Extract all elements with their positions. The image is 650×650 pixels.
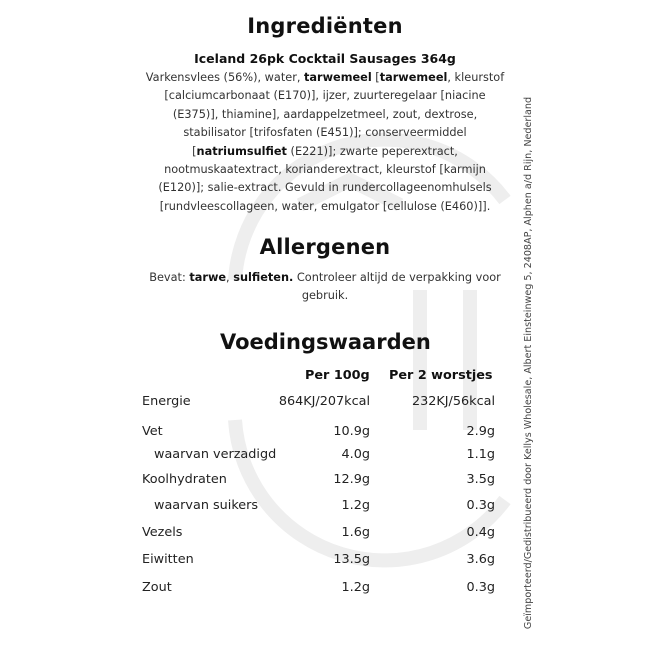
- nutrient-label: waarvan suikers: [154, 498, 259, 513]
- nutrition-row: [0, 525, 650, 545]
- ingredients-text: [140, 69, 510, 216]
- column-header-per-100g: Per 100g: [305, 368, 370, 383]
- value-per-100g: 12.9g: [333, 472, 370, 487]
- value-per-2-sausages: 0.3g: [466, 498, 495, 513]
- nutrient-label: Koolhydraten: [142, 472, 227, 487]
- text-segment: Varkensvlees (56%), water,: [145, 71, 305, 84]
- value-per-100g: 1.2g: [341, 580, 370, 595]
- bold-allergen-text: sulfieten.: [233, 271, 294, 284]
- text-segment: (E221)]; zwarte peperextract, nootmuskaatextract, korianderextract, kleurstof [karmijn (E120)]; salie-extract. Gevuld in rundercollageenomhulsels [rundvleescollageen, water, emulgator [cellulose (E460)]].: [158, 144, 492, 213]
- allergens-heading: Allergenen: [259, 235, 391, 259]
- nutrition-row: [0, 447, 650, 467]
- nutrient-label: Vezels: [142, 525, 183, 540]
- importer-note: [521, 83, 537, 643]
- nutrient-label: waarvan verzadigd: [154, 447, 277, 462]
- bold-allergen-text: tarwemeel: [304, 71, 372, 84]
- text-segment: Controleer altijd de verpakking voor gebruik.: [293, 271, 501, 303]
- value-per-2-sausages: 1.1g: [466, 447, 495, 462]
- nutrition-row: [0, 580, 650, 600]
- nutrition-heading: Voedingswaarden: [220, 330, 431, 354]
- value-per-100g: 13.5g: [333, 552, 370, 567]
- column-header-per-2-sausages: Per 2 worstjes: [389, 368, 493, 383]
- nutrition-row: [0, 498, 650, 518]
- value-per-100g: 1.6g: [341, 525, 370, 540]
- value-per-2-sausages: 3.5g: [466, 472, 495, 487]
- product-name: Iceland 26pk Cocktail Sausages 364g: [194, 51, 456, 66]
- value-per-2-sausages: 0.3g: [466, 580, 495, 595]
- nutrition-row: [0, 424, 650, 444]
- text-segment: Bevat:: [149, 271, 190, 284]
- value-per-2-sausages: 2.9g: [466, 424, 495, 439]
- value-per-100g: 4.0g: [341, 447, 370, 462]
- importer-note-text: Geïmporteerd/Gedistribueerd door Kellys Wholesale, Albert Einsteinweg 5, 2408AP, Alphen a/d Rijn, Nederland: [523, 96, 534, 630]
- text-segment: ,: [226, 271, 234, 284]
- text-segment: [: [371, 71, 380, 84]
- nutrition-row: [0, 472, 650, 492]
- value-per-100g: 864KJ/207kcal: [278, 394, 370, 409]
- value-per-2-sausages: 3.6g: [466, 552, 495, 567]
- nutrition-row: [0, 394, 650, 414]
- bold-allergen-text: tarwe: [189, 271, 227, 284]
- text-segment: , kleurstof [calciumcarbonaat (E170)], ijzer, zuurteregelaar [niacine (E375)], thiamine], aardappelzetmeel, zout, dextrose, stabilisator [trifosfaten (E451)]; conserveermiddel [: [164, 71, 505, 158]
- value-per-2-sausages: 0.4g: [466, 525, 495, 540]
- nutrient-label: Zout: [142, 580, 172, 595]
- nutrition-row: [0, 552, 650, 572]
- ingredients-heading: Ingrediënten: [247, 14, 403, 38]
- nutrient-label: Eiwitten: [142, 552, 194, 567]
- value-per-100g: 10.9g: [333, 424, 370, 439]
- nutrient-label: Energie: [142, 394, 191, 409]
- bold-allergen-text: tarwemeel: [379, 71, 448, 84]
- value-per-2-sausages: 232KJ/56kcal: [411, 394, 495, 409]
- allergens-text: [140, 269, 510, 306]
- nutrient-label: Vet: [142, 424, 163, 439]
- value-per-100g: 1.2g: [341, 498, 370, 513]
- bold-allergen-text: natriumsulfiet: [196, 144, 287, 158]
